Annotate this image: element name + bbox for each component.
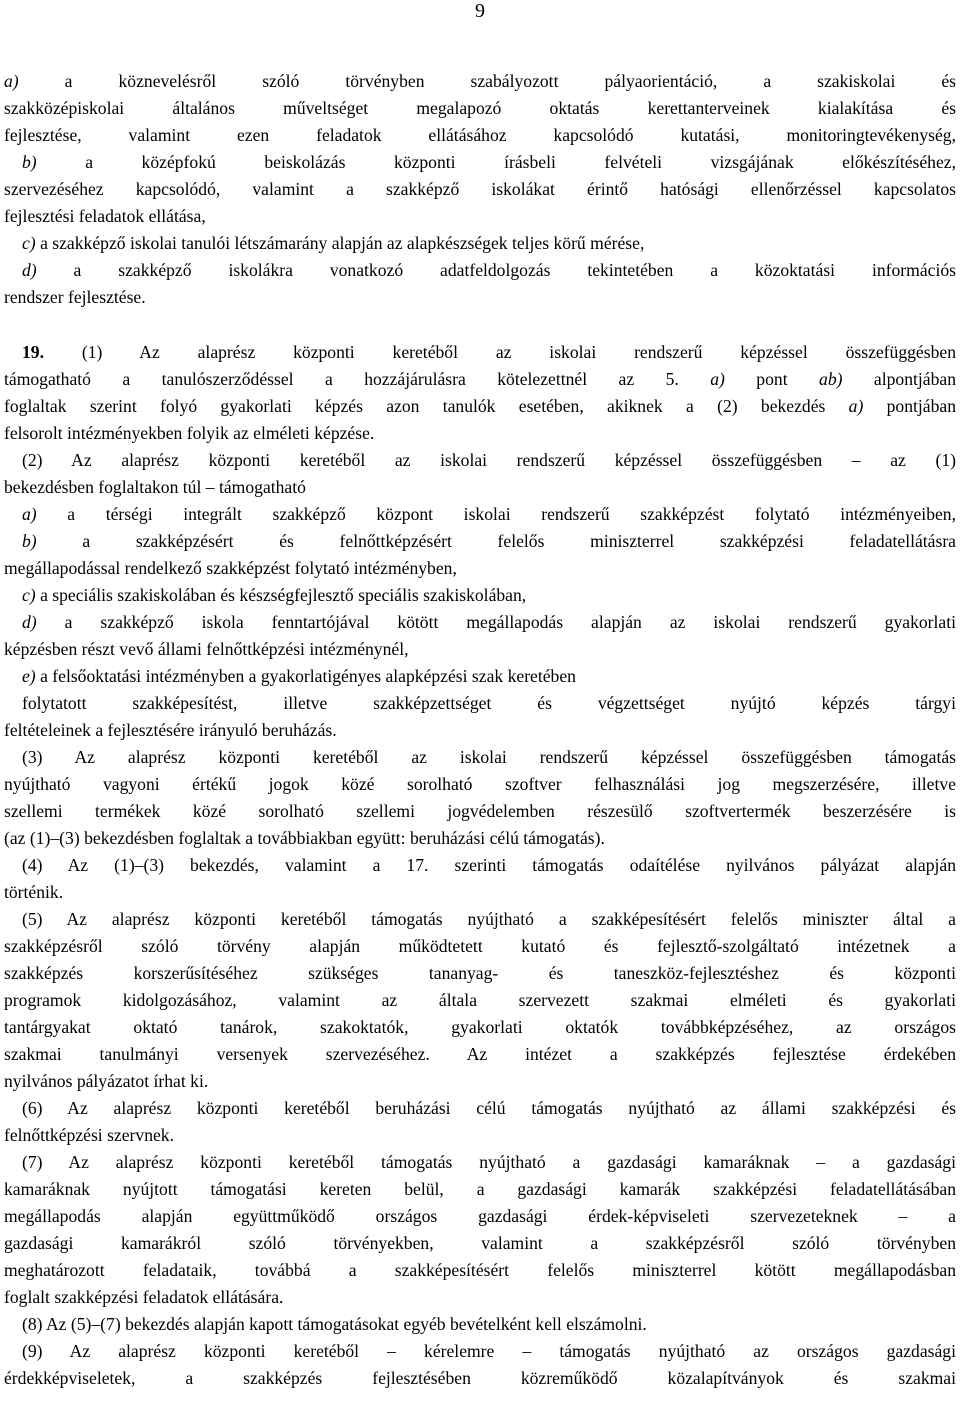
text-line: (2) Az alaprész központi keretéből az iskolai rendszerű képzéssel összefüggésben – az (1) bbox=[22, 450, 956, 470]
text-line: gazdasági kamarákról szóló törvényekben, valamint a szakképzésről szóló törvényben bbox=[4, 1233, 956, 1253]
page-number: 9 bbox=[475, 0, 485, 22]
text-line: a) a köznevelésről szóló törvényben szabályozott pályaorientáció, a szakiskolai és bbox=[4, 71, 956, 91]
text-line: fejlesztési feladatok ellátása, bbox=[4, 206, 206, 226]
text-line: c) a szakképző iskolai tanulói létszámarány alapján az alapkészségek teljes körű mérése, bbox=[22, 233, 645, 253]
text-line: szervezéséhez kapcsolódó, valamint a szakképző iskolákat érintő hatósági ellenőrzéssel kapcsolatos bbox=[4, 179, 956, 199]
text-line: érdekképviseletek, a szakképzés fejlesztésében közreműködő közalapítványok és szakmai bbox=[4, 1368, 956, 1388]
text-line: szakképzésről szóló törvény alapján működtetett kutató és fejlesztő-szolgáltató intézetnek a bbox=[4, 936, 956, 956]
text-line: (6) Az alaprész központi keretéből beruházási célú támogatás nyújtható az állami szakképzési és bbox=[22, 1098, 956, 1118]
text-line: tantárgyakat oktató tanárok, szakoktatók, gyakorlati oktatók továbbképzéséhez, az országos bbox=[4, 1017, 956, 1037]
text-line: (9) Az alaprész központi keretéből – kérelemre – támogatás nyújtható az országos gazdasági bbox=[22, 1341, 956, 1361]
text-line: (3) Az alaprész központi keretéből az iskolai rendszerű képzéssel összefüggésben támogatás bbox=[22, 747, 956, 767]
text-line: (8) Az (5)–(7) bekezdés alapján kapott támogatásokat egyéb bevételként kell elszámolni. bbox=[22, 1314, 647, 1334]
text-line: szellemi termékek közé sorolható szellemi jogvédelemben részesülő szoftvertermék beszerzésére is bbox=[4, 801, 956, 821]
paragraph-gap bbox=[4, 311, 956, 339]
text-line: foglalt szakképzési feladatok ellátására. bbox=[4, 1287, 284, 1307]
text-line: a) a térségi integrált szakképző központ iskolai rendszerű szakképzést folytató intézményeiben, bbox=[22, 504, 956, 524]
text-line: b) a középfokú beiskolázás központi írásbeli felvételi vizsgájának előkészítéséhez, bbox=[22, 152, 956, 172]
text-line: felnőttképzési szervnek. bbox=[4, 1125, 175, 1145]
text-line: támogatható a tanulószerződéssel a hozzájárulásra kötelezettnél az 5. a) pont ab) alpontjában bbox=[4, 369, 956, 389]
text-line: programok kidolgozásához, valamint az általa szervezett szakmai elméleti és gyakorlati bbox=[4, 990, 956, 1010]
text-line: d) a szakképző iskola fenntartójával kötött megállapodás alapján az iskolai rendszerű gyakorlati bbox=[22, 612, 956, 632]
text-line: 19. (1) Az alaprész központi keretéből az iskolai rendszerű képzéssel összefüggésben bbox=[22, 342, 956, 362]
text-line: képzésben részt vevő állami felnőttképzési intézménynél, bbox=[4, 639, 409, 659]
text-line: feltételeinek a fejlesztésére irányuló beruházás. bbox=[4, 720, 337, 740]
text-line: fejlesztése, valamint ezen feladatok ellátásához kapcsolódó kutatási, monitoringtevékenység, bbox=[4, 125, 956, 145]
text-line: nyújtható vagyoni értékű jogok közé sorolható szoftver felhasználási jog megszerzésére, illetve bbox=[4, 774, 956, 794]
text-line: történik. bbox=[4, 882, 64, 902]
text-line: megállapodással rendelkező szakképzést folytató intézményben, bbox=[4, 558, 457, 578]
text-line: c) a speciális szakiskolában és készségfejlesztő speciális szakiskolában, bbox=[22, 585, 527, 605]
text-line: nyilvános pályázatot írhat ki. bbox=[4, 1071, 209, 1091]
text-line: folytatott szakképesítést, illetve szakképzettséget és végzettséget nyújtó képzés tárgyi bbox=[22, 693, 956, 713]
text-line: felsorolt intézményekben folyik az elméleti képzése. bbox=[4, 423, 375, 443]
text-line: szakmai tanulmányi versenyek szervezéséhez. Az intézet a szakképzés fejlesztése érdekében bbox=[4, 1044, 956, 1064]
text-line: szakképzés korszerűsítéséhez szükséges tananyag- és taneszköz-fejlesztéshez és központi bbox=[4, 963, 956, 983]
text-line: rendszer fejlesztése. bbox=[4, 287, 146, 307]
text-line: e) a felsőoktatási intézményben a gyakorlatigényes alapképzési szak keretében bbox=[22, 666, 576, 686]
text-line: (5) Az alaprész központi keretéből támogatás nyújtható a szakképesítésért felelős miniszter által a bbox=[22, 909, 956, 929]
text-line: (7) Az alaprész központi keretéből támogatás nyújtható a gazdasági kamaráknak – a gazdasági bbox=[22, 1152, 956, 1172]
document-body bbox=[4, 68, 956, 1392]
text-line: megállapodás alapján együttműködő országos gazdasági érdek-képviseleti szervezeteknek – a bbox=[4, 1206, 956, 1226]
text-line: d) a szakképző iskolákra vonatkozó adatfeldolgozás tekintetében a közoktatási információs bbox=[22, 260, 956, 280]
text-line: b) a szakképzésért és felnőttképzésért felelős miniszterrel szakképzési feladatellátásra bbox=[22, 531, 956, 551]
text-line: (az (1)–(3) bekezdésben foglaltak a továbbiakban együtt: beruházási célú támogatás). bbox=[4, 828, 605, 848]
text-line: (4) Az (1)–(3) bekezdés, valamint a 17. szerinti támogatás odaítélése nyilvános pályázat alapján bbox=[22, 855, 956, 875]
text-line: meghatározott feladataik, továbbá a szakképesítésért felelős miniszterrel kötött megállapodásban bbox=[4, 1260, 956, 1280]
text-line: szakközépiskolai általános műveltséget megalapozó oktatás kerettanterveinek kialakítása és bbox=[4, 98, 956, 118]
text-line: bekezdésben foglaltakon túl – támogatható bbox=[4, 477, 306, 497]
text-line: kamaráknak nyújtott támogatási kereten belül, a gazdasági kamarák szakképzési feladatellátásában bbox=[4, 1179, 956, 1199]
text-line: foglaltak szerint folyó gyakorlati képzés azon tanulók esetében, akiknek a (2) bekezdés a) pontjában bbox=[4, 396, 956, 416]
